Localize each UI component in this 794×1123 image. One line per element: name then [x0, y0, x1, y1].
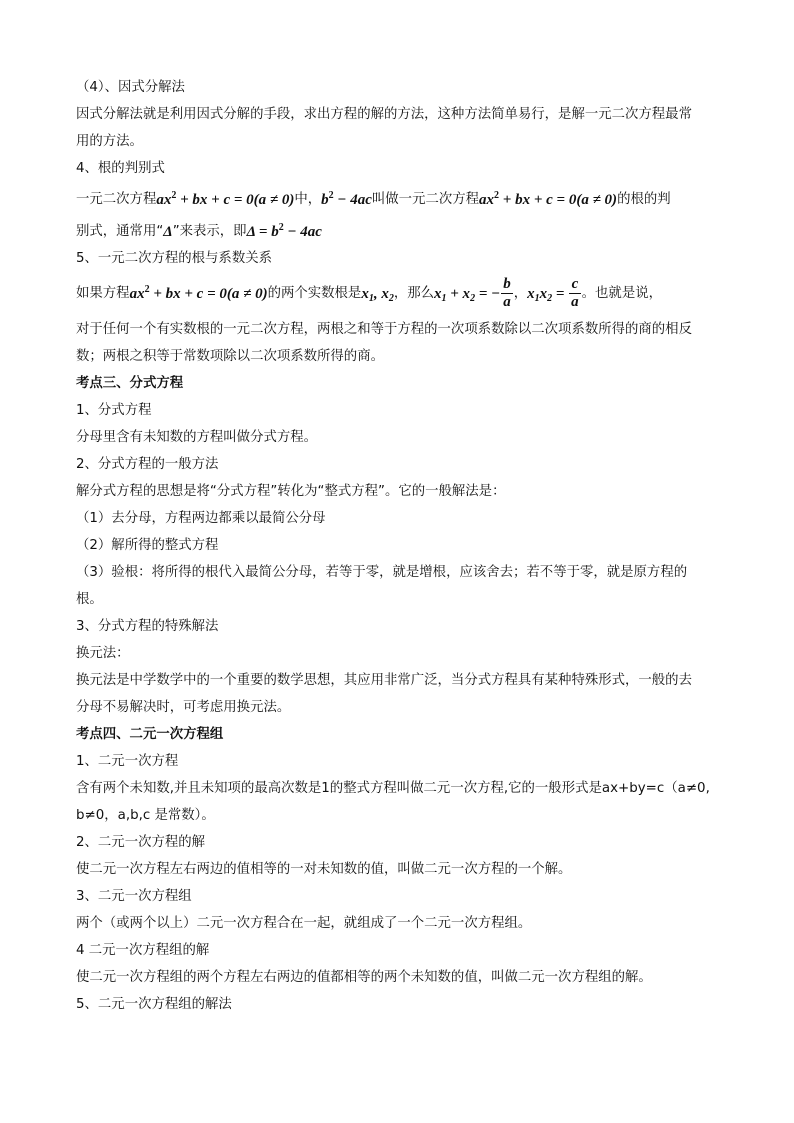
- subsection-heading: 2、分式方程的一般方法: [76, 457, 219, 472]
- document-page: [76, 74, 722, 1018]
- section-heading-vieta: 5、一元二次方程的根与系数关系: [76, 251, 272, 266]
- fraction-b-over-a: $\frac{b}{a}$: [503, 275, 511, 310]
- math-formula: Δ: [163, 224, 173, 240]
- subsection-heading: 4 二元一次方程组的解: [76, 943, 210, 958]
- paragraph: 用的方法。: [76, 134, 143, 149]
- paragraph: 使二元一次方程组的两个方程左右两边的值都相等的两个未知数的值，叫做二元一次方程组的解。: [76, 970, 652, 985]
- discriminant-symbol: 别式，通常用“Δ”来表示，即$\Delta = b^2 - 4ac$: [76, 222, 322, 240]
- paragraph: 使二元一次方程左右两边的值相等的一对未知数的值，叫做二元一次方程的一个解。: [76, 862, 572, 877]
- math-formula: $ax^2$ + bx + c = 0(a ≠ 0): [129, 284, 268, 302]
- subsection-heading: 3、二元一次方程组: [76, 889, 192, 904]
- paragraph: 分母不易解决时，可考虑用换元法。: [76, 700, 291, 715]
- paragraph: 换元法是中学数学中的一个重要的数学思想，其应用非常广泛，当分式方程具有某种特殊形式，一般的去: [76, 673, 692, 688]
- paragraph: 数；两根之积等于常数项除以二次项系数所得的商。: [76, 349, 384, 364]
- paragraph: b≠0，a,b,c 是常数）。: [76, 808, 215, 823]
- paragraph: 对于任何一个有实数根的一元二次方程，两根之和等于方程的一次项系数除以二次项系数所得的商的相反: [76, 322, 692, 337]
- math-formula: $x_1x_2$ =: [527, 286, 569, 304]
- subsection-heading: 1、二元一次方程: [76, 754, 179, 769]
- paragraph: 解分式方程的思想是将“分式方程”转化为“整式方程”。它的一般解法是：: [76, 484, 506, 499]
- subsection-heading: 1、分式方程: [76, 403, 152, 418]
- step-item: 根。: [76, 592, 103, 607]
- math-formula: $x_1 + x_2$ = −: [434, 286, 501, 304]
- math-formula: $b^2 - 4ac$: [321, 190, 372, 208]
- fraction-c-over-a: $\frac{c}{a}$: [571, 275, 579, 310]
- math-formula: $ax^2$ + bx + c = 0(a ≠ 0): [156, 190, 295, 208]
- vieta-formula-line: 如果方程$ax^2$ + bx + c = 0(a ≠ 0)的两个实数根是$x_1$, $x_2$，那么$x_1 + x_2$ = − $\frac{b}{a}$ ，$x_1x_2$ = $\frac{c}{a}$ 。也就是说，: [76, 275, 662, 310]
- step-item: （1）去分母，方程两边都乘以最简公分母: [76, 511, 326, 526]
- keypoint-heading-fractional-equation: 考点三、分式方程: [76, 376, 184, 391]
- step-item: （2）解所得的整式方程: [76, 538, 219, 553]
- keypoint-heading-linear-system: 考点四、二元一次方程组: [76, 727, 224, 742]
- math-formula: $ax^2$ + bx + c = 0(a ≠ 0): [479, 190, 618, 208]
- section-heading-discriminant: 4、根的判别式: [76, 161, 165, 176]
- math-formula: $x_1$, $x_2$: [361, 286, 394, 304]
- paragraph: 分母里含有未知数的方程叫做分式方程。: [76, 430, 318, 445]
- paragraph: 两个（或两个以上）二元一次方程合在一起，就组成了一个二元一次方程组。: [76, 916, 532, 931]
- math-formula: $\Delta = b^2 - 4ac$: [246, 222, 322, 240]
- subsection-heading: 2、二元一次方程的解: [76, 835, 206, 850]
- discriminant-definition: 一元二次方程$ax^2$ + bx + c = 0(a ≠ 0)中，$b^2 - 4ac$叫做一元二次方程$ax^2$ + bx + c = 0(a ≠ 0)的根的判: [76, 190, 671, 208]
- subsection-label: 换元法：: [76, 646, 130, 661]
- subsection-heading: 3、分式方程的特殊解法: [76, 619, 219, 634]
- step-item: （3）验根：将所得的根代入最简公分母，若等于零，就是增根，应该舍去；若不等于零，就是原方程的: [76, 565, 688, 580]
- paragraph: 因式分解法就是利用因式分解的手段，求出方程的解的方法，这种方法简单易行，是解一元二次方程最常: [76, 107, 692, 122]
- subsection-heading: 5、二元一次方程组的解法: [76, 997, 232, 1012]
- paragraph: 含有两个未知数,并且未知项的最高次数是1的整式方程叫做二元一次方程,它的一般形式是ax+by=c（a≠0,: [76, 781, 710, 796]
- section-heading-factorization: （4）、因式分解法: [76, 80, 185, 95]
